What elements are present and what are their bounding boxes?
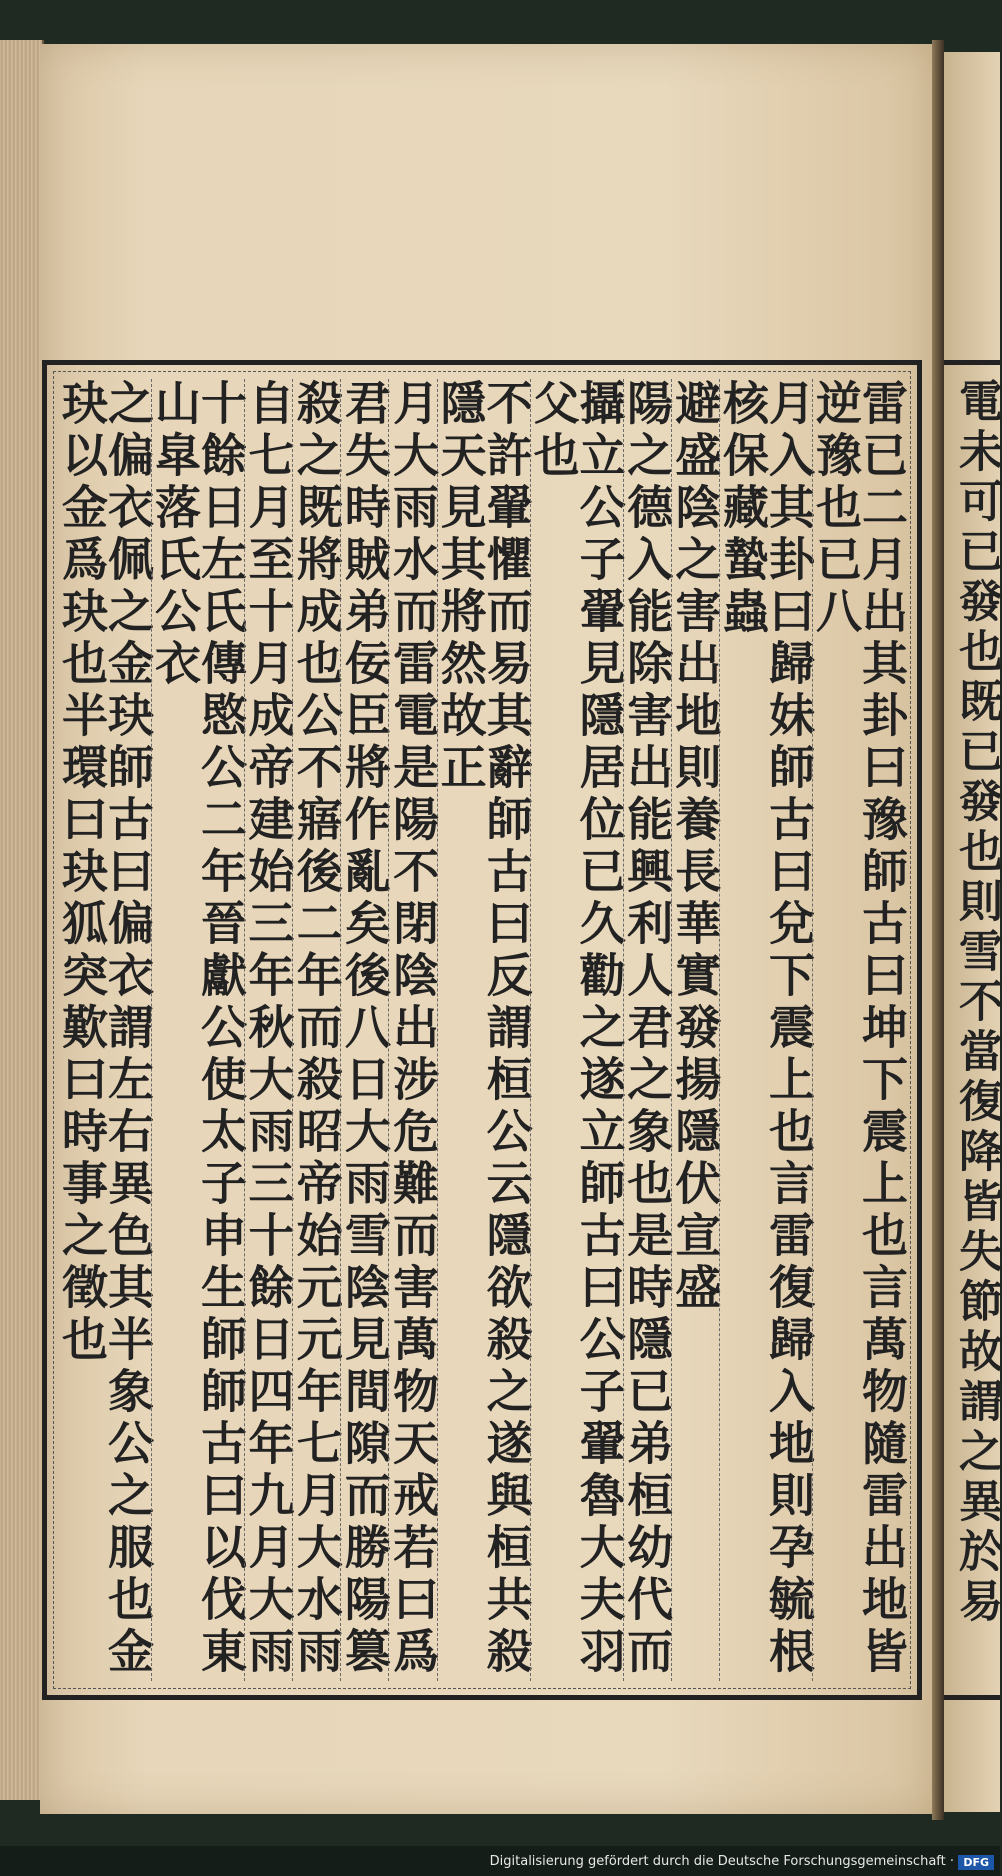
column-text: 不許翬懼而易其辭師古曰反謂桓公云隱欲殺之遂與桓共殺隱天見其將然故正 — [433, 379, 534, 1679]
column-text: 避盛陰之害出地則養長華實發揚隱伏宣盛 — [668, 379, 723, 1315]
column-text: 雷已二月出其卦曰豫師古曰坤下震上也言萬物隨雷出地皆逆豫也已八 — [809, 379, 909, 1679]
text-column — [526, 379, 627, 1681]
column-text: 攝立公子翬見隱居位已久勸之遂立師古曰公子翬魯大夫羽父也 — [526, 379, 627, 1679]
footer-bar — [0, 1846, 1000, 1876]
facing-page-text: 電未可已發也既已發也則雪不當復降皆失節故謂之異於易 — [951, 378, 1002, 1628]
column-text: 自七月至十月成帝建始三年秋大雨三十餘日四年九月大雨 — [241, 379, 296, 1679]
book-gutter — [932, 40, 944, 1820]
text-column — [241, 379, 296, 1681]
text-column — [54, 379, 155, 1681]
text-column — [289, 379, 344, 1681]
column-text: 月大雨水而雷電是陽不閉陰出涉危難而害萬物天戒若曰爲 — [386, 379, 441, 1679]
text-columns — [54, 379, 909, 1681]
text-column — [620, 379, 675, 1681]
footer-credit: Digitalisierung gefördert durch die Deutsche Forschungsgemeinschaft · — [489, 1854, 954, 1869]
text-column — [386, 379, 441, 1681]
column-text: 陽之德入能除害出能興利人君之象也是時隱已弟桓幼代而 — [620, 379, 675, 1679]
text-column — [809, 379, 909, 1681]
column-text: 十餘日左氏傳愍公二年晉獻公使太子申生師師古曰以伐東山皐落氏公衣 — [147, 379, 248, 1679]
column-text: 月入其卦曰歸妹師古曰兌下震上也言雷復歸入地則孕毓根核保藏蟄蟲 — [716, 379, 816, 1679]
dfg-logo: DFG — [958, 1855, 994, 1870]
text-column — [433, 379, 534, 1681]
text-column — [147, 379, 248, 1681]
column-text: 君失時賊弟佞臣將作亂矣後八日大雨雪陰見間隙而勝陽篡 — [337, 379, 392, 1679]
column-text: 殺之既將成也公不寤後二年而殺昭帝始元元年七月大水雨 — [289, 379, 344, 1679]
book-edge-left — [0, 40, 44, 1800]
text-column — [716, 379, 816, 1681]
text-frame — [42, 360, 922, 1700]
text-column — [668, 379, 723, 1681]
text-column — [337, 379, 392, 1681]
column-text: 之偏衣佩之金玦師古曰偏衣謂左右異色其半象公之服也金玦以金爲玦也半環曰玦狐突歎曰時事之徵也 — [54, 379, 155, 1679]
